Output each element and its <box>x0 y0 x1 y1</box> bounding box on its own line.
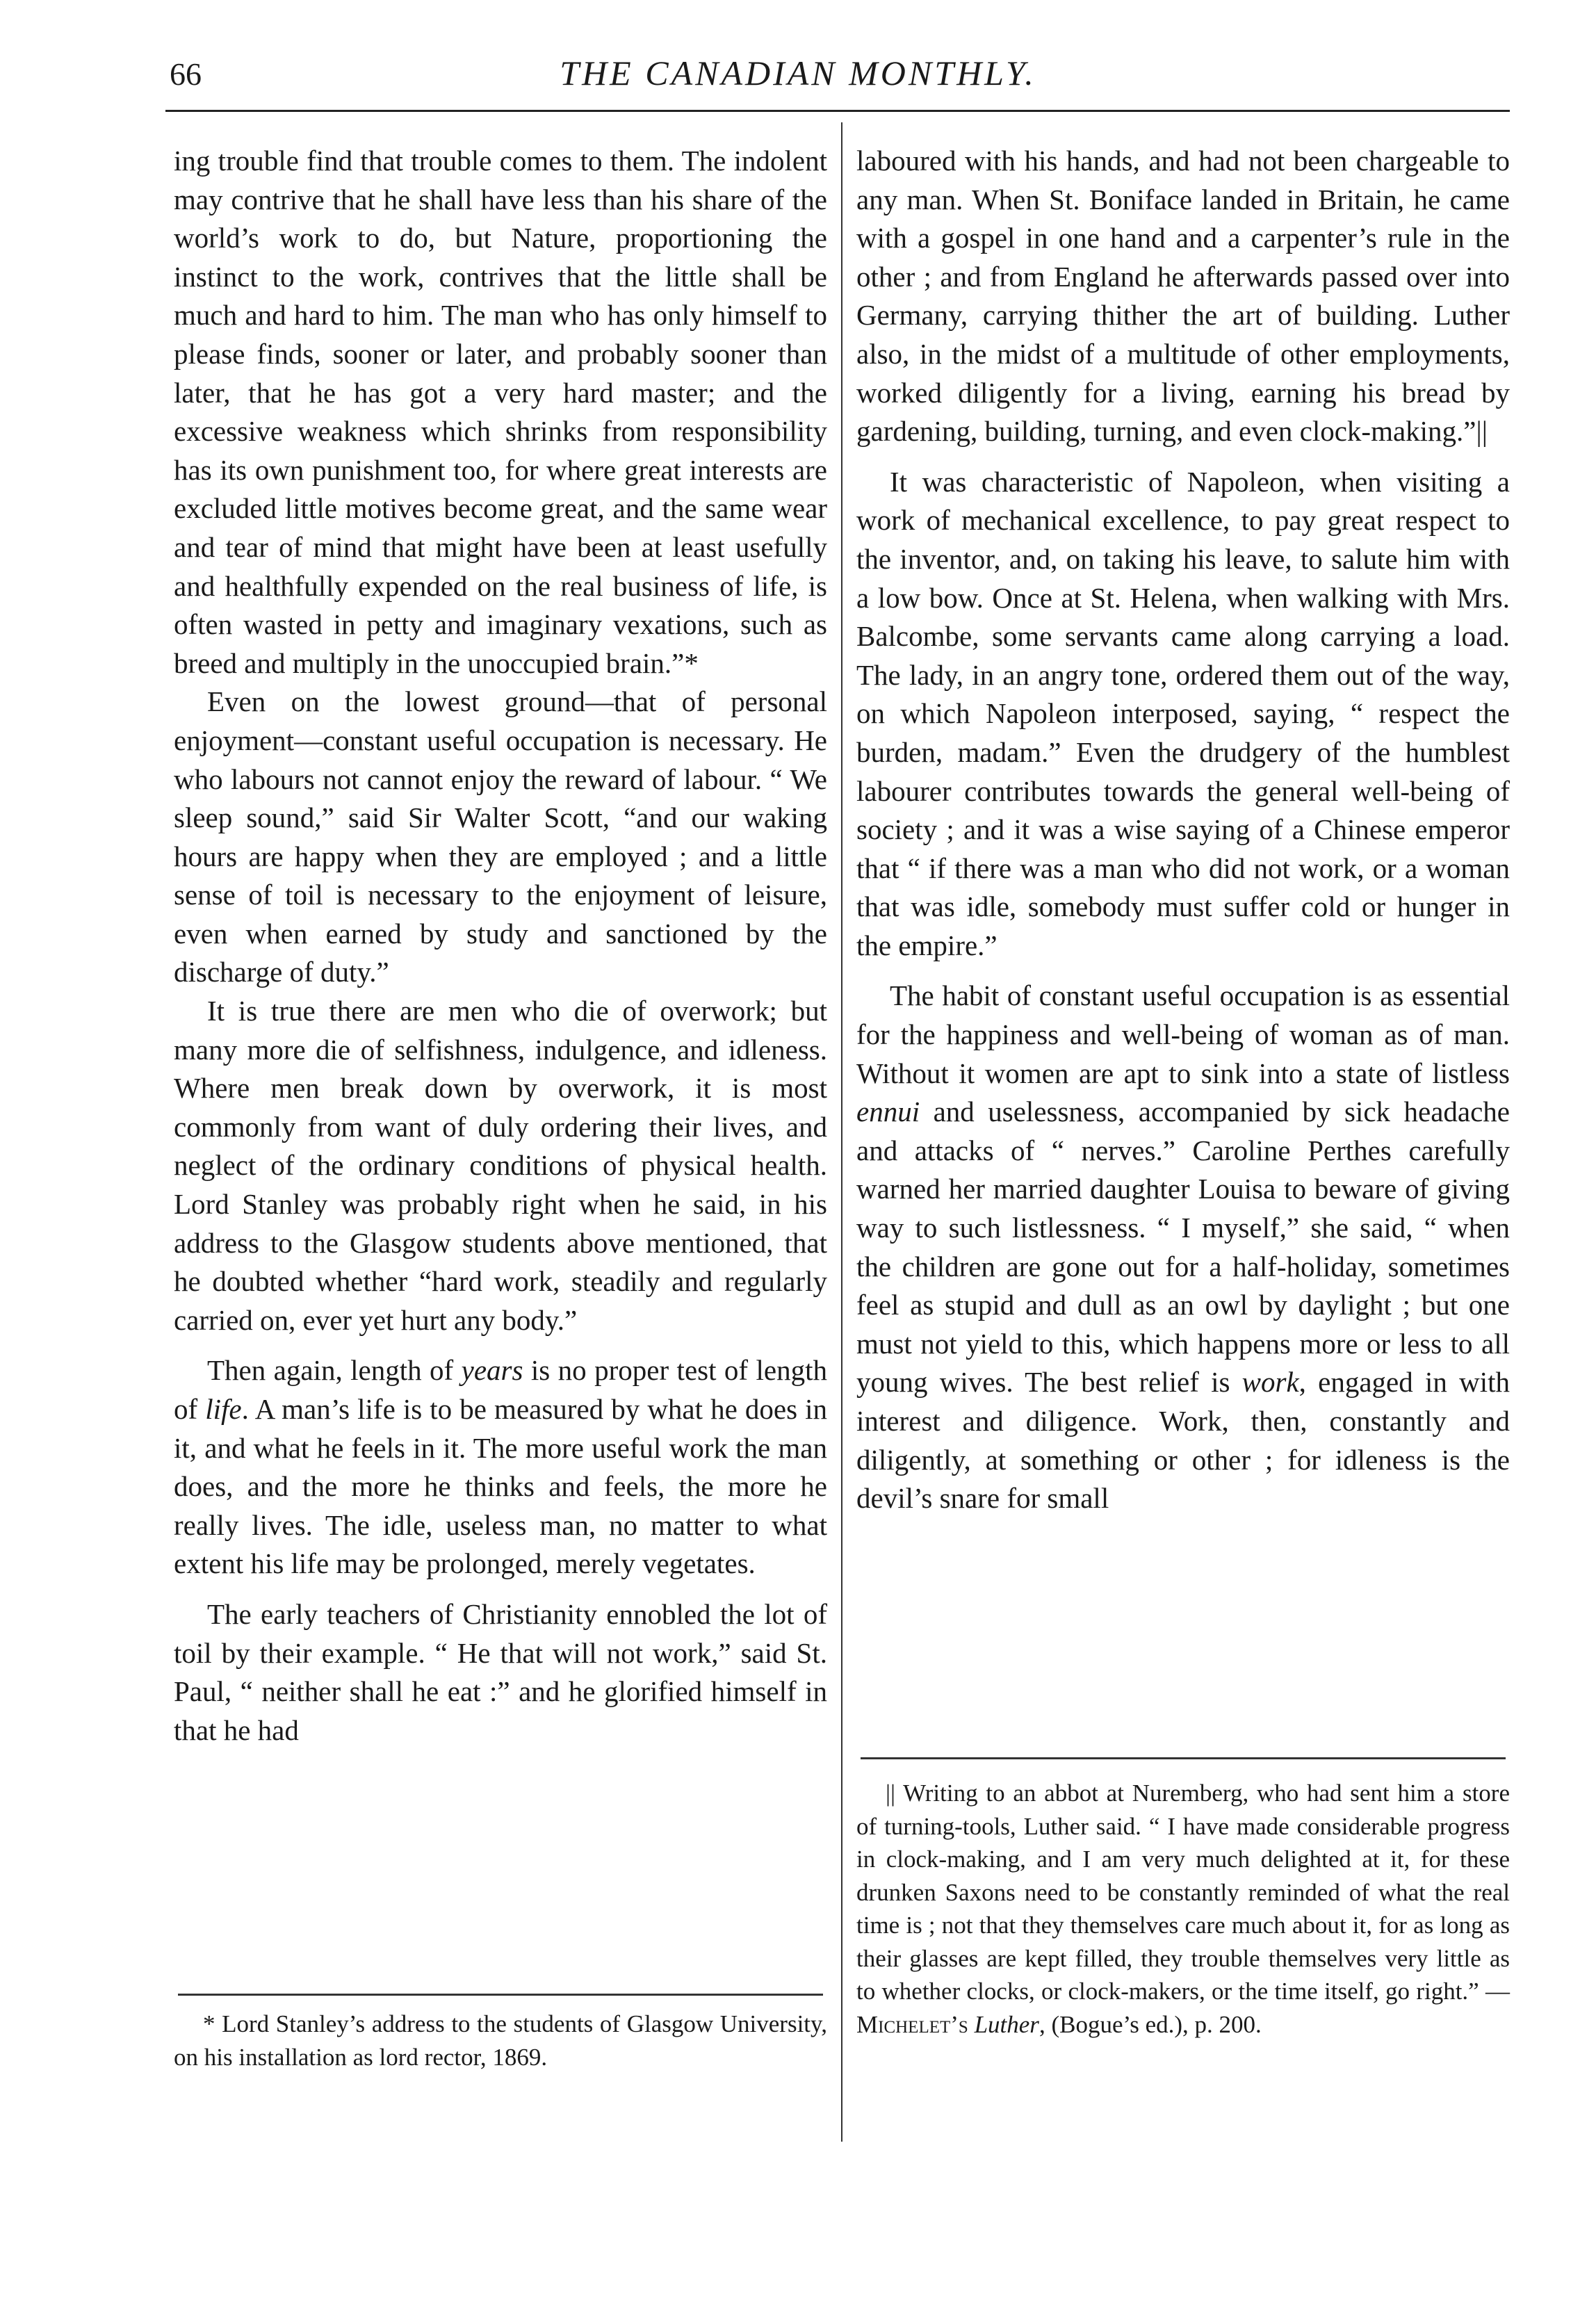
paragraph: laboured with his hands, and had not been chargeable to any man. When St. Boniface landed in Britain, he came with a gospel in one hand and a carpenter’s rule in the other ; and from England he afterwards passed over into Germany, carrying thither the art of building. Luther also, in the midst of a multitude of other employments, worked diligently for a living, earning his bread by gardening, building, turning, and even clock-making.”|| <box>856 145 1510 448</box>
text-run: Then again, length of <box>207 1354 462 1387</box>
left-column <box>174 142 827 1750</box>
text-run: and uselessness, accompanied by sick headache and attacks of “ nerves.” Caroline Perthes carefully warned her married daughter Louisa to beware of giving way to such listlessness. “ I myself,” she said, “ when the children are gone out for a half-holiday, sometimes feel as stupid and dull as an owl by daylight ; but one must not yield to this, which happens more or less to all young wives. The best relief is <box>856 1096 1510 1399</box>
text-run: is no proper test of length of <box>174 1354 827 1425</box>
right-footnote-rule <box>861 1757 1506 1759</box>
text-run: , (Bogue’s ed.), p. 200. <box>1039 2010 1262 2038</box>
running-head: THE CANADIAN MONTHLY. <box>560 54 1036 92</box>
paragraph: ing trouble find that trouble comes to them. The indolent may contrive that he shall have less than his share of the world’s work to do, but Nature, proportioning the instinct to the work, contrives that the little shall be much and hard to him. The man who has only himself to please finds, sooner or later, and probably sooner than later, that he has got a very hard master; and the excessive weakness which shrinks from responsibility has its own punishment too, for where great interests are excluded little motives become great, and the same wear and tear of mind that might have been at least usefully and healthfully expended on the real business of life, is often wasted in petty and imaginary vexations, such as breed and multiply in the unoccupied brain.”* <box>174 145 827 679</box>
italic-ennui: ennui <box>856 1096 920 1128</box>
author-smallcaps: Michelet’s <box>856 2010 968 2038</box>
paragraph: The early teachers of Christianity ennobled the lot of toil by their example. “ He that will not work,” said St. Paul, “ neither shall he eat :” and he glorified himself in that he had <box>174 1597 827 1746</box>
paragraph <box>856 977 1510 1517</box>
text-run: The habit of constant useful occupation is as essential for the happiness and well-being of woman as of man. Without it women are apt to sink into a state of listless <box>856 979 1510 1089</box>
column-divider <box>841 122 842 2142</box>
italic-work: work <box>1241 1366 1299 1399</box>
left-footnote-rule <box>178 1994 823 1996</box>
italic-life: life <box>205 1393 242 1425</box>
header-rule <box>165 110 1510 112</box>
page-number: 66 <box>170 56 202 92</box>
paragraph <box>174 1351 827 1583</box>
italic-luther: Luther <box>974 2010 1039 2038</box>
paragraph: Even on the lowest ground—that of personal enjoyment—constant useful occupation is necessary. He who labours not cannot enjoy the reward of labour. “ We sleep sound,” said Sir Walter Scott, “and our waking hours are happy when they are employed ; and a little sense of toil is necessary to the enjoyment of leisure, even when earned by study and sanctioned by the discharge of duty.” <box>174 685 827 988</box>
text-run <box>968 2011 975 2038</box>
text-run: || Writing to an abbot at Nuremberg, who had sent him a store of turning-tools, Luther said. “ I have made considerable progress in clock-making, and I am very much delighted at it, for these drunken Saxons need to be constantly reminded of what the real time is ; not that they themselves care much about it, for as long as their glasses are kept filled, they trouble themselves very little as to whether clocks, or clock-makers, or the time itself, go right.” — <box>856 1780 1510 2005</box>
text-run: . A man’s life is to be measured by what he does in it, and what he feels in it. The more useful work the man does, and the more he thinks and feels, the more he really lives. The idle, useless man, no matter to what extent his life may be prolonged, merely vegetates. <box>174 1393 828 1580</box>
paragraph: It was characteristic of Napoleon, when visiting a work of mechanical excellence, to pay great respect to the inventor, and, on taking his leave, to salute him with a low bow. Once at St. Helena, when walking with Mrs. Balcombe, some servants came along carrying a load. The lady, in an angry tone, ordered them out of the way, on which Napoleon interposed, saying, “ respect the burden, madam.” Even the drudgery of the humblest labourer contributes towards the general well-being of society ; and it was a wise saying of a Chinese emperor that “ if there was a man who did not work, or a woman that was idle, somebody must suffer cold or hunger in the empire.” <box>856 465 1510 961</box>
italic-years: years <box>461 1354 523 1387</box>
paragraph: It is true there are men who die of overwork; but many more die of selfishness, indulgence, and idleness. Where men break down by overwork, it is most commonly from want of duly ordering their lives, and neglect of the ordinary conditions of physical health. Lord Stanley was probably right when he said, in his address to the Glasgow students above mentioned, that he doubted whether “hard work, steadily and regularly carried on, ever yet hurt any body.” <box>174 995 827 1336</box>
right-footnote <box>856 1777 1510 2041</box>
text-run: , engaged in with interest and diligence. Work, then, constantly and diligently, at something or other ; for idleness is the devil’s snare for small <box>856 1366 1510 1515</box>
right-column <box>856 142 1510 1518</box>
left-footnote: * Lord Stanley’s address to the students of Glasgow University, on his installation as lord rector, 1869. <box>174 2010 827 2071</box>
